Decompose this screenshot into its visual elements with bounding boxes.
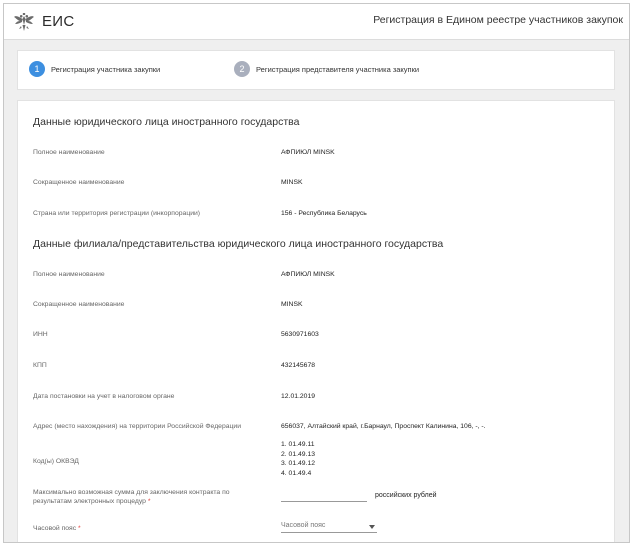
- double-headed-eagle-icon[interactable]: [13, 11, 35, 33]
- app-window: [3, 3, 630, 543]
- short-name-value: MINSK: [281, 179, 303, 186]
- timezone-select[interactable]: [281, 520, 377, 533]
- country-value: 156 - Республика Беларусь: [281, 210, 367, 217]
- address-label: Адрес (место нахождения) на территории Российской Федерации: [33, 423, 241, 430]
- okved-item: 1. 01.49.11: [281, 441, 315, 448]
- kpp-label: КПП: [33, 362, 47, 369]
- section-title-branch: Данные филиала/представительства юридического лица иностранного государства: [33, 238, 444, 250]
- address-value: 656037, Алтайский край, г.Барнаул, Проспект Калинина, 106, -, -.: [281, 423, 486, 430]
- inn-label: ИНН: [33, 331, 48, 338]
- step-number-badge: 1: [29, 61, 45, 77]
- timezone-label-text: Часовой пояс: [33, 525, 77, 532]
- required-mark: *: [78, 525, 81, 532]
- kpp-value: 432145678: [281, 362, 316, 369]
- max-sum-label: [33, 488, 258, 506]
- tax-registration-date-label: Дата постановки на учет в налоговом органе: [33, 393, 175, 400]
- step-label: Регистрация участника закупки: [51, 64, 161, 74]
- step-participant-registration[interactable]: [29, 61, 160, 77]
- required-mark: *: [147, 498, 151, 505]
- okved-values: [281, 440, 315, 478]
- header: [4, 4, 629, 40]
- okved-item: 2. 01.49.13: [281, 450, 316, 458]
- okved-label: Код(ы) ОКВЭД: [33, 458, 79, 465]
- branch-short-name-value: MINSK: [281, 301, 303, 308]
- okved-item: 3. 01.49.12: [281, 460, 316, 467]
- page-title: Регистрация в Едином реестре участников закупок: [373, 14, 623, 26]
- currency-unit: российских рублей: [375, 492, 437, 499]
- okved-list: [281, 440, 315, 478]
- registration-steps: [17, 50, 615, 90]
- timezone-selected-value: Часовой пояс: [281, 522, 326, 529]
- branch-full-name-label: Полное наименование: [33, 271, 105, 278]
- section-title-foreign-entity: Данные юридического лица иностранного государства: [33, 116, 300, 128]
- step-number-badge: 2: [234, 61, 250, 77]
- logo-text[interactable]: ЕИС: [42, 13, 75, 30]
- branch-short-name-label: Сокращенное наименование: [33, 301, 125, 308]
- max-sum-input[interactable]: [281, 491, 367, 502]
- registration-form: [17, 100, 615, 543]
- max-sum-label-text: Максимально возможная сумма для заключения контракта по результатам электронных процедур: [33, 489, 230, 505]
- okved-item: 4. 01.49.4: [281, 469, 312, 477]
- full-name-label: Полное наименование: [33, 149, 105, 156]
- branch-full-name-value: АФПИЮЛ MINSK: [281, 271, 335, 278]
- tax-registration-date-value: 12.01.2019: [281, 393, 316, 400]
- full-name-value: АФПИЮЛ MINSK: [281, 149, 335, 156]
- timezone-label: [33, 524, 268, 533]
- short-name-label: Сокращенное наименование: [33, 179, 125, 186]
- inn-value: 5630971603: [281, 331, 319, 338]
- step-representative-registration[interactable]: [234, 61, 419, 77]
- step-label: Регистрация представителя участника закупки: [256, 64, 420, 74]
- country-label: Страна или территория регистрации (инкорпорации): [33, 210, 201, 217]
- chevron-down-icon[interactable]: [369, 525, 375, 529]
